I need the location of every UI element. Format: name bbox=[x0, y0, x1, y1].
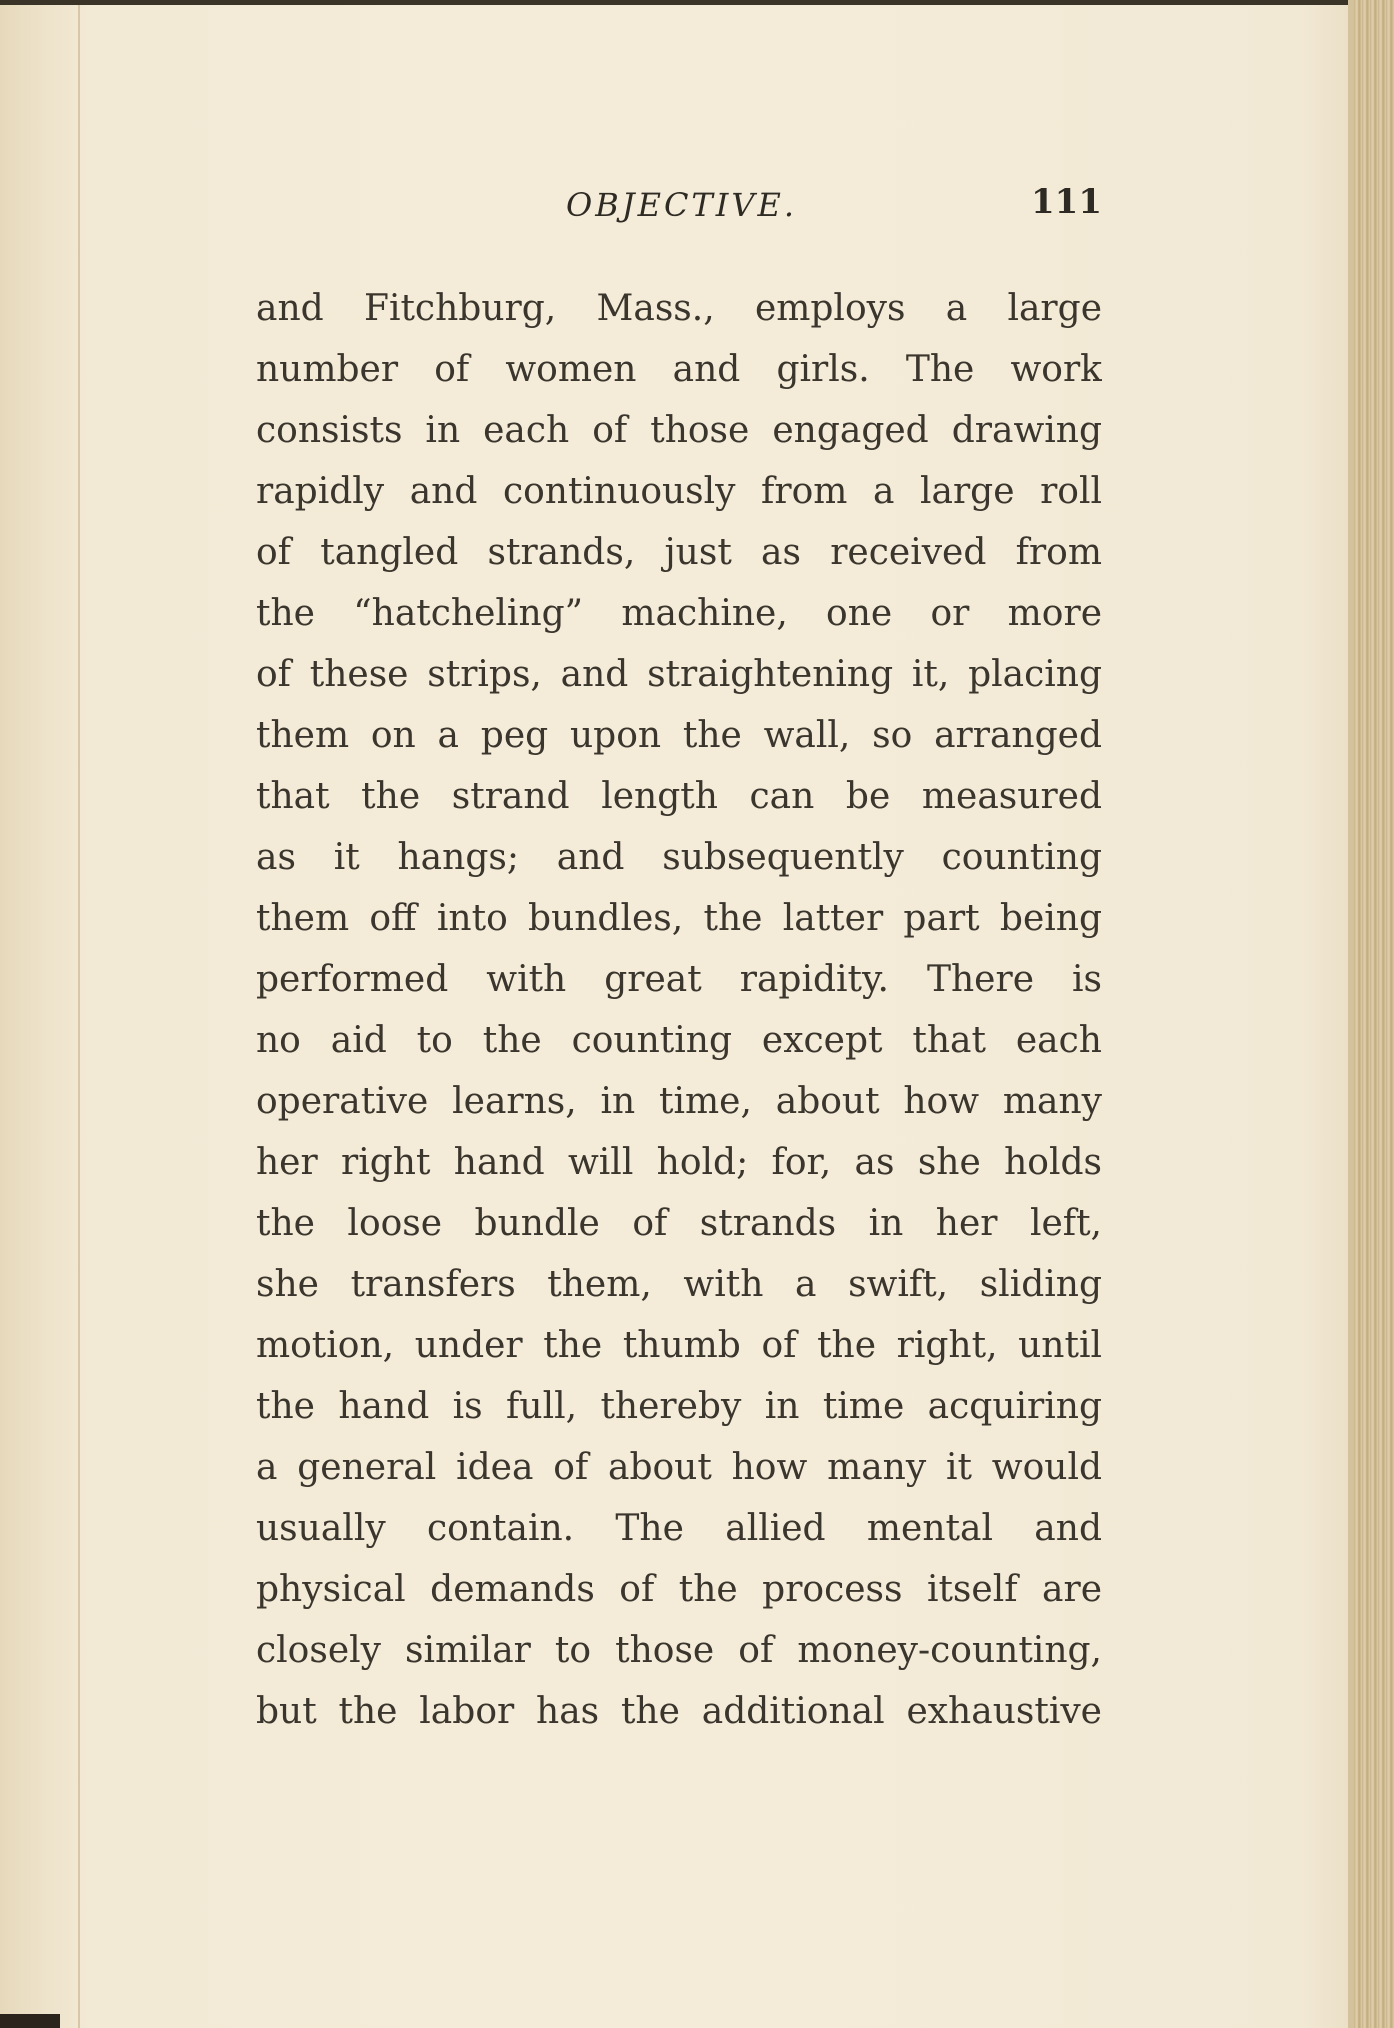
text-line: usually contain. The allied mental and bbox=[256, 1508, 1102, 1549]
text-line: rapidly and continuously from a large roll bbox=[256, 471, 1102, 512]
text-line: closely similar to those of money-counting, bbox=[256, 1630, 1102, 1671]
text-line: operative learns, in time, about how many bbox=[256, 1081, 1102, 1122]
body-text bbox=[256, 278, 1102, 1742]
text-line: but the labor has the additional exhaustive bbox=[256, 1691, 1102, 1732]
text-line: and Fitchburg, Mass., employs a large bbox=[256, 288, 1102, 329]
page-header bbox=[256, 182, 1102, 236]
page-number: 111 bbox=[1031, 182, 1102, 222]
text-line: consists in each of those engaged drawing bbox=[256, 410, 1102, 451]
running-head: OBJECTIVE. bbox=[566, 186, 798, 224]
text-line: as it hangs; and subsequently counting bbox=[256, 837, 1102, 878]
right-page-edges bbox=[1354, 0, 1394, 2028]
bottom-corner-shadow bbox=[0, 2014, 60, 2028]
text-line: number of women and girls. The work bbox=[256, 349, 1102, 390]
text-line: them on a peg upon the wall, so arranged bbox=[256, 715, 1102, 756]
text-line: no aid to the counting except that each bbox=[256, 1020, 1102, 1061]
top-page-edge bbox=[0, 0, 1394, 5]
gutter-fold-line bbox=[78, 0, 80, 2028]
left-gutter bbox=[0, 0, 86, 2028]
text-line: a general idea of about how many it would bbox=[256, 1447, 1102, 1488]
text-line: of these strips, and straightening it, placing bbox=[256, 654, 1102, 695]
text-line: physical demands of the process itself are bbox=[256, 1569, 1102, 1610]
text-line: her right hand will hold; for, as she holds bbox=[256, 1142, 1102, 1183]
text-line: them off into bundles, the latter part being bbox=[256, 898, 1102, 939]
text-line: she transfers them, with a swift, sliding bbox=[256, 1264, 1102, 1305]
text-line: motion, under the thumb of the right, until bbox=[256, 1325, 1102, 1366]
text-line: the hand is full, thereby in time acquiring bbox=[256, 1386, 1102, 1427]
text-line: of tangled strands, just as received from bbox=[256, 532, 1102, 573]
text-line: performed with great rapidity. There is bbox=[256, 959, 1102, 1000]
text-line: the “hatcheling” machine, one or more bbox=[256, 593, 1102, 634]
text-line: that the strand length can be measured bbox=[256, 776, 1102, 817]
text-line: the loose bundle of strands in her left, bbox=[256, 1203, 1102, 1244]
